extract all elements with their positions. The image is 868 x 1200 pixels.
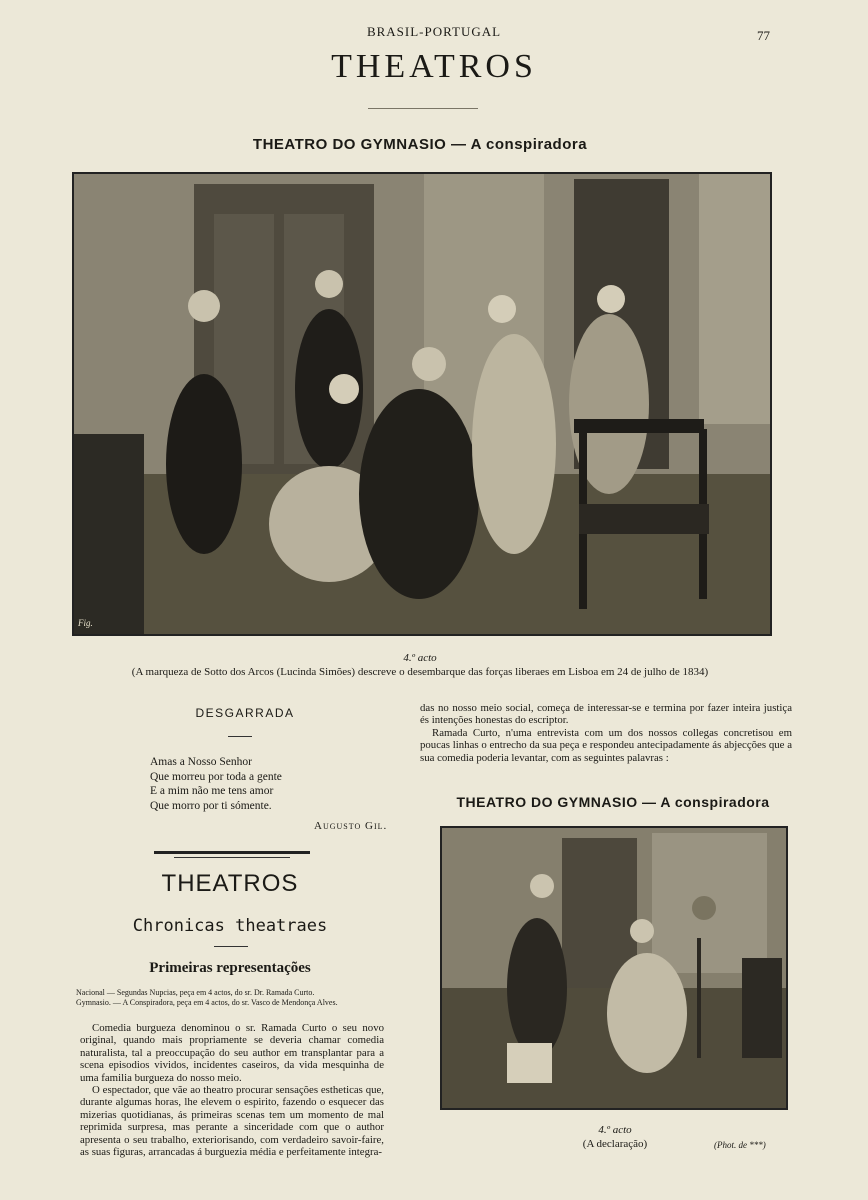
- poem-line: E a mim não me tens amor: [150, 785, 274, 797]
- photo2-title: THEATRO DO GYMNASIO — A conspiradora: [456, 794, 770, 810]
- photo2-caption-text: (A declaração): [582, 1138, 648, 1150]
- running-header: BRASIL-PORTUGAL: [366, 24, 502, 39]
- subtitle-divider: [214, 946, 248, 947]
- body-paragraph-2: O espectador, que vãe ao theatro procurar sensações estheticas que, durante algumas horas, lhe elevem o espirito, fazendo o esquecer das mizerias quotidianas, ás primeiras scenas tem um momento de mal reprimida surpresa, mas perante a sinceridade com que o author apresenta o seu trabalho, exteriorisando, com verdadeiro savoir-faire, as suas figuras, arrancadas á burguezia média e perfeitamente integra-: [80, 1084, 384, 1159]
- poem-line: Que morreu por toda a gente: [150, 770, 282, 783]
- poem-title: DESGARRADA: [195, 706, 295, 720]
- photo2-caption-act: 4.º acto: [598, 1124, 632, 1136]
- photo1-caption-text: (A marqueza de Sotto dos Arcos (Lucinda Simões) descreve o desembarque das forças liberaes em Lisboa em 24 de julho de 1834): [131, 666, 709, 678]
- right-paragraph-1: das no nosso meio social, começa de interessar-se e termina por fazer inteira justiça és intenções honestas do escriptor.: [420, 702, 792, 727]
- photo1-caption-act: 4.º acto: [403, 652, 437, 664]
- section-heading: Primeiras representações: [149, 960, 311, 976]
- photo2-credit: (Phot. de ***): [714, 1140, 766, 1150]
- listing-gymnasio: Gymnasio. — A Conspiradora, peça em 4 actos, do sr. Vasco de Mendonça Alves.: [76, 997, 338, 1007]
- poem-line: Que morro por ti sómente.: [150, 799, 272, 812]
- page-number: 77: [757, 28, 770, 43]
- stage-scene-illustration-2: [442, 828, 786, 1108]
- poem-body: [150, 755, 282, 813]
- photo1-stage-scene: [72, 172, 772, 636]
- stage-scene-illustration: [74, 174, 770, 634]
- photo1-title: THEATRO DO GYMNASIO — A conspiradora: [252, 136, 588, 153]
- section-rule-thick: [154, 851, 310, 854]
- listing-nacional: Nacional — Segundas Nupcias, peça em 4 actos, do sr. Dr. Ramada Curto.: [76, 988, 315, 997]
- section-title: THEATROS: [161, 870, 299, 897]
- poem-line: Amas a Nosso Senhor: [150, 756, 252, 768]
- body-paragraph-1: Comedia burgueza denominou o sr. Ramada Curto o seu novo original, quando mais propriamente se deveria chamar comedia naturalista, tal a preoccupação do seu author em transplantar para a scena episodios vividos, incidentes caseiros, da vida mesquinha de uma familia burgueza do nosso meio.: [80, 1022, 384, 1084]
- section-subtitle: Chronicas theatraes: [132, 916, 328, 936]
- listings: [76, 988, 388, 1007]
- photo2-stage-scene: [440, 826, 788, 1110]
- page-title: THEATROS: [331, 48, 537, 85]
- right-paragraph-2: Ramada Curto, n'uma entrevista com um dos nossos collegas concretisou em poucas linhas o entrecho da sua peça e respondeu antecipadamente ás abjecções que a sua comedia poderia levantar, com as seguintes palavras :: [420, 727, 792, 764]
- poem-author: Augusto Gil.: [314, 820, 388, 832]
- photo1-signature: Fig.: [78, 618, 93, 628]
- section-rule-thin: [174, 857, 290, 858]
- poem-divider: [228, 736, 252, 737]
- title-divider: [368, 108, 478, 109]
